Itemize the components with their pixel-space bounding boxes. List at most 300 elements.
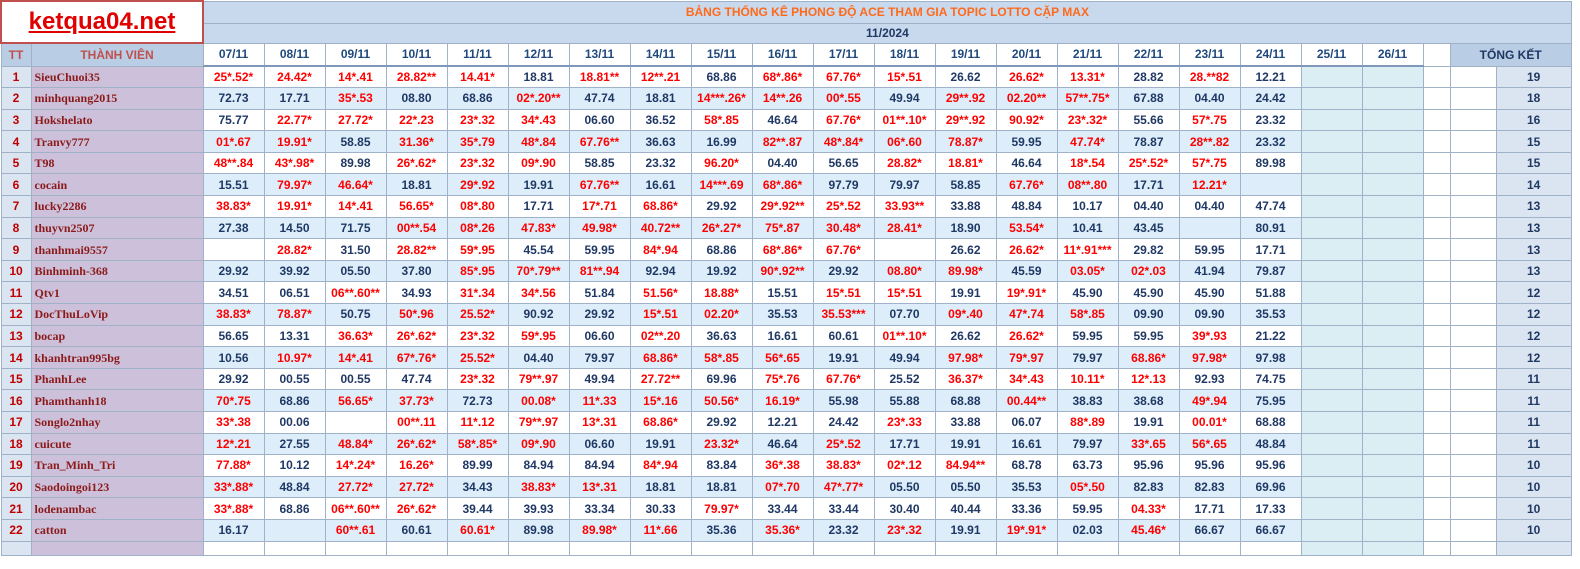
- total-score: 12: [1496, 304, 1571, 326]
- result-cell: 28.41*: [874, 217, 935, 239]
- result-cell: 34.93: [386, 282, 447, 304]
- row-spacer: [1450, 260, 1496, 282]
- result-cell: 84.94**: [935, 455, 996, 477]
- table-row: [1, 412, 1571, 434]
- result-cell: [1301, 217, 1362, 239]
- result-cell: 05.50: [935, 476, 996, 498]
- result-cell: 31.36*: [386, 131, 447, 153]
- empty-cell: [1, 541, 31, 555]
- member-name: minhquang2015: [31, 88, 203, 110]
- table-row: [1, 368, 1571, 390]
- table-row: [1, 88, 1571, 110]
- result-cell: 48.84: [264, 476, 325, 498]
- row-number: 11: [1, 282, 31, 304]
- result-cell: 51.84: [569, 282, 630, 304]
- row-spacer: [1450, 476, 1496, 498]
- result-cell: 33*.38: [203, 412, 264, 434]
- result-cell: 47.83*: [508, 217, 569, 239]
- result-cell: 50.75: [325, 304, 386, 326]
- result-cell: 88*.89: [1057, 412, 1118, 434]
- result-cell: 95.96: [1240, 455, 1301, 477]
- result-cell: 02.03: [1057, 519, 1118, 541]
- result-cell: 50.56*: [691, 390, 752, 412]
- table-row: [1, 390, 1571, 412]
- empty-cell: [630, 541, 691, 555]
- header-date: 11/11: [447, 43, 508, 66]
- result-cell: 00*.55: [813, 88, 874, 110]
- result-cell: [1301, 368, 1362, 390]
- result-cell: 56.65*: [386, 196, 447, 218]
- empty-cell: [325, 541, 386, 555]
- result-cell: 17*.71: [569, 196, 630, 218]
- result-cell: 19.91: [1118, 412, 1179, 434]
- header-date: 22/11: [1118, 43, 1179, 66]
- result-cell: 27.72*: [386, 476, 447, 498]
- result-cell: 79.97: [569, 347, 630, 369]
- header-date: 12/11: [508, 43, 569, 66]
- result-cell: 18.81: [386, 174, 447, 196]
- row-number: 15: [1, 368, 31, 390]
- result-cell: [1362, 433, 1423, 455]
- result-cell: 14.50: [264, 217, 325, 239]
- header-member: THÀNH VIÊN: [31, 43, 203, 66]
- result-cell: 29.92: [569, 304, 630, 326]
- result-cell: 68.86*: [630, 196, 691, 218]
- result-cell: 23*.32*: [1057, 109, 1118, 131]
- result-cell: 46.64*: [325, 174, 386, 196]
- table-row: [1, 196, 1571, 218]
- result-cell: 56.65: [813, 152, 874, 174]
- result-cell: 19*.91*: [996, 282, 1057, 304]
- header-date: 07/11: [203, 43, 264, 66]
- result-cell: 01**.10*: [874, 325, 935, 347]
- result-cell: 66.67: [1240, 519, 1301, 541]
- result-cell: 68.88: [935, 390, 996, 412]
- row-number: 19: [1, 455, 31, 477]
- result-cell: [1301, 66, 1362, 88]
- result-cell: 39.92: [264, 260, 325, 282]
- result-cell: 06.60: [569, 433, 630, 455]
- result-cell: 57*.75: [1179, 109, 1240, 131]
- table-row: [1, 260, 1571, 282]
- result-cell: [1362, 476, 1423, 498]
- table-row: [1, 109, 1571, 131]
- result-cell: 10.56: [203, 347, 264, 369]
- empty-cell: [1423, 541, 1450, 555]
- result-cell: 79.97*: [264, 174, 325, 196]
- result-cell: [1362, 174, 1423, 196]
- result-cell: 26.62*: [996, 66, 1057, 88]
- result-cell: 30.40: [874, 498, 935, 520]
- result-cell: 49.94: [569, 368, 630, 390]
- result-cell: 33*.88*: [203, 476, 264, 498]
- result-cell: 15*.16: [630, 390, 691, 412]
- result-cell: 04.40: [1179, 196, 1240, 218]
- result-cell: [1362, 152, 1423, 174]
- result-cell: 74.75: [1240, 368, 1301, 390]
- result-cell: 23.32: [630, 152, 691, 174]
- row-spacer: [1423, 476, 1450, 498]
- result-cell: 84*.94: [630, 455, 691, 477]
- result-cell: 85*.95: [447, 260, 508, 282]
- result-cell: 23*.32: [447, 325, 508, 347]
- result-cell: 69.96: [1240, 476, 1301, 498]
- result-cell: 68.88: [1240, 412, 1301, 434]
- row-spacer: [1450, 152, 1496, 174]
- result-cell: 10.97*: [264, 347, 325, 369]
- result-cell: 35.53: [1240, 304, 1301, 326]
- result-cell: 69.96: [691, 368, 752, 390]
- result-cell: 40.72**: [630, 217, 691, 239]
- result-cell: 00.55: [325, 368, 386, 390]
- result-cell: 46.64: [996, 152, 1057, 174]
- member-name: cocain: [31, 174, 203, 196]
- result-cell: 26*.62*: [386, 433, 447, 455]
- result-cell: 17.71: [264, 88, 325, 110]
- table-row: [1, 282, 1571, 304]
- member-name: Phamthanh18: [31, 390, 203, 412]
- result-cell: 38.83*: [508, 476, 569, 498]
- result-cell: 97.98*: [1179, 347, 1240, 369]
- result-cell: 05.50: [325, 260, 386, 282]
- result-cell: 26.62: [935, 66, 996, 88]
- result-cell: 46.64: [752, 433, 813, 455]
- result-cell: 66.67: [1179, 519, 1240, 541]
- result-cell: 11*.12: [447, 412, 508, 434]
- row-spacer: [1450, 412, 1496, 434]
- row-number: 17: [1, 412, 31, 434]
- result-cell: 16.61: [630, 174, 691, 196]
- row-number: 18: [1, 433, 31, 455]
- result-cell: 67.76**: [569, 174, 630, 196]
- result-cell: [1362, 390, 1423, 412]
- result-cell: [874, 239, 935, 261]
- result-cell: [1301, 282, 1362, 304]
- result-cell: 35.53: [996, 476, 1057, 498]
- member-name: Hokshelato: [31, 109, 203, 131]
- result-cell: 68.86: [447, 88, 508, 110]
- result-cell: 12.21*: [1179, 174, 1240, 196]
- result-cell: 33.93**: [874, 196, 935, 218]
- result-cell: 14**.26: [752, 88, 813, 110]
- result-cell: 24.42: [813, 412, 874, 434]
- result-cell: 79*.97: [996, 347, 1057, 369]
- result-cell: 31*.34: [447, 282, 508, 304]
- result-cell: 38.83*: [203, 304, 264, 326]
- row-spacer: [1423, 433, 1450, 455]
- result-cell: 14*.41: [325, 196, 386, 218]
- result-cell: 15.51: [752, 282, 813, 304]
- result-cell: 19.91*: [264, 196, 325, 218]
- result-cell: 33.34: [569, 498, 630, 520]
- total-score: 13: [1496, 217, 1571, 239]
- result-cell: 59.95: [1057, 498, 1118, 520]
- result-cell: 29*.92: [447, 174, 508, 196]
- result-cell: 34*.56: [508, 282, 569, 304]
- result-cell: 16.61: [752, 325, 813, 347]
- result-cell: 79.97: [874, 174, 935, 196]
- result-cell: 38.83*: [203, 196, 264, 218]
- result-cell: 60.61: [813, 325, 874, 347]
- result-cell: 47.74: [1240, 196, 1301, 218]
- result-cell: 02*.12: [874, 455, 935, 477]
- result-cell: 67.76*: [996, 174, 1057, 196]
- empty-cell: [1240, 541, 1301, 555]
- table-row-partial: [1, 541, 1571, 555]
- result-cell: 92.94: [630, 260, 691, 282]
- result-cell: 06.51: [264, 282, 325, 304]
- result-cell: 16.26*: [386, 455, 447, 477]
- result-cell: 82.83: [1179, 476, 1240, 498]
- result-cell: 79**.97: [508, 412, 569, 434]
- result-cell: 59.95: [996, 131, 1057, 153]
- result-cell: 10.41: [1057, 217, 1118, 239]
- result-cell: 08*.26: [447, 217, 508, 239]
- result-cell: 34.51: [203, 282, 264, 304]
- result-cell: 95.96: [1118, 455, 1179, 477]
- result-cell: 43.45: [1118, 217, 1179, 239]
- result-cell: 89.98*: [569, 519, 630, 541]
- row-spacer: [1450, 498, 1496, 520]
- result-cell: 67.76**: [569, 131, 630, 153]
- result-cell: 82**.87: [752, 131, 813, 153]
- result-cell: [1362, 347, 1423, 369]
- result-cell: 48*.84*: [813, 131, 874, 153]
- result-cell: 60.61*: [447, 519, 508, 541]
- result-cell: [1362, 131, 1423, 153]
- result-cell: 12.21: [752, 412, 813, 434]
- result-cell: 13*.31: [569, 412, 630, 434]
- result-cell: 26*.62*: [386, 498, 447, 520]
- result-cell: 55.98: [813, 390, 874, 412]
- result-cell: 19.91: [935, 519, 996, 541]
- result-cell: 75*.76: [752, 368, 813, 390]
- row-number: 6: [1, 174, 31, 196]
- row-spacer: [1423, 325, 1450, 347]
- result-cell: 25*.52: [813, 196, 874, 218]
- result-cell: 15*.51: [813, 282, 874, 304]
- table-row: [1, 325, 1571, 347]
- result-cell: 06.07: [996, 412, 1057, 434]
- result-cell: 24.42: [1240, 88, 1301, 110]
- result-cell: 28.82*: [874, 152, 935, 174]
- row-number: 2: [1, 88, 31, 110]
- result-cell: 00.06: [264, 412, 325, 434]
- header-date: 21/11: [1057, 43, 1118, 66]
- result-cell: 29.92: [691, 196, 752, 218]
- table-row: [1, 66, 1571, 88]
- result-cell: 27.72*: [325, 109, 386, 131]
- table-row: [1, 433, 1571, 455]
- result-cell: 58.85: [935, 174, 996, 196]
- result-cell: 49.98*: [569, 217, 630, 239]
- row-spacer: [1423, 88, 1450, 110]
- row-number: 14: [1, 347, 31, 369]
- row-spacer: [1450, 66, 1496, 88]
- row-spacer: [1450, 519, 1496, 541]
- row-spacer: [1450, 390, 1496, 412]
- result-cell: 68.86*: [630, 347, 691, 369]
- result-cell: 56.65*: [325, 390, 386, 412]
- result-cell: 45.90: [1118, 282, 1179, 304]
- result-cell: [1301, 498, 1362, 520]
- result-cell: 89.98: [325, 152, 386, 174]
- member-name: Binhminh-368: [31, 260, 203, 282]
- result-cell: 36.52: [630, 109, 691, 131]
- result-cell: 43*.98*: [264, 152, 325, 174]
- result-cell: 68*.86*: [752, 239, 813, 261]
- result-cell: 92.93: [1179, 368, 1240, 390]
- result-cell: 33.44: [752, 498, 813, 520]
- result-cell: 68*.86*: [752, 174, 813, 196]
- result-cell: 14***.69: [691, 174, 752, 196]
- result-cell: 39.93: [508, 498, 569, 520]
- result-cell: 15*.51: [630, 304, 691, 326]
- result-cell: 18.81: [691, 476, 752, 498]
- result-cell: 27.55: [264, 433, 325, 455]
- header-tt: TT: [1, 43, 31, 66]
- result-cell: 01*.67: [203, 131, 264, 153]
- member-name: Qtv1: [31, 282, 203, 304]
- result-cell: 35.53: [752, 304, 813, 326]
- result-cell: 35.53***: [813, 304, 874, 326]
- result-cell: [1301, 152, 1362, 174]
- result-cell: 48.84: [996, 196, 1057, 218]
- result-cell: 67.76*: [813, 368, 874, 390]
- row-spacer: [1423, 131, 1450, 153]
- result-cell: 17.71: [1179, 498, 1240, 520]
- result-cell: 39.44: [447, 498, 508, 520]
- result-cell: 18.81: [508, 66, 569, 88]
- result-cell: 11*.91***: [1057, 239, 1118, 261]
- result-cell: 04.40: [508, 347, 569, 369]
- member-name: lucky2286: [31, 196, 203, 218]
- result-cell: 47.74: [386, 368, 447, 390]
- result-cell: 18.81**: [569, 66, 630, 88]
- result-cell: 35.36*: [752, 519, 813, 541]
- result-cell: 08*.80: [447, 196, 508, 218]
- total-score: 14: [1496, 174, 1571, 196]
- result-cell: [1362, 498, 1423, 520]
- result-cell: [264, 519, 325, 541]
- result-cell: 36*.38: [752, 455, 813, 477]
- row-spacer: [1450, 174, 1496, 196]
- result-cell: 02*.03: [1118, 260, 1179, 282]
- result-cell: 68.86: [264, 498, 325, 520]
- result-cell: 70*.75: [203, 390, 264, 412]
- result-cell: 45.54: [508, 239, 569, 261]
- empty-cell: [1301, 541, 1362, 555]
- result-cell: 02*.20**: [508, 88, 569, 110]
- result-cell: 29**.92: [935, 88, 996, 110]
- result-cell: 67.76*: [813, 109, 874, 131]
- table-row: [1, 131, 1571, 153]
- row-spacer: [1450, 325, 1496, 347]
- result-cell: 22.77*: [264, 109, 325, 131]
- result-cell: 90*.92**: [752, 260, 813, 282]
- row-spacer: [1423, 304, 1450, 326]
- result-cell: 68.86: [691, 66, 752, 88]
- result-cell: 59.95: [569, 239, 630, 261]
- site-logo-text[interactable]: ketqua04.net: [28, 8, 176, 35]
- result-cell: 45.59: [996, 260, 1057, 282]
- empty-cell: [935, 541, 996, 555]
- header-spacer: [1423, 43, 1450, 66]
- row-spacer: [1423, 412, 1450, 434]
- total-score: 16: [1496, 109, 1571, 131]
- result-cell: 34.43: [447, 476, 508, 498]
- result-cell: 67.76*: [813, 239, 874, 261]
- result-cell: 75.77: [203, 109, 264, 131]
- result-cell: 68.86*: [1118, 347, 1179, 369]
- result-cell: 08.80: [386, 88, 447, 110]
- result-cell: 23*.32: [447, 109, 508, 131]
- result-cell: 38.83: [1057, 390, 1118, 412]
- header-date: 20/11: [996, 43, 1057, 66]
- result-cell: 15*.51: [874, 66, 935, 88]
- result-cell: 29.92: [691, 412, 752, 434]
- header-date: 14/11: [630, 43, 691, 66]
- result-cell: 18.81*: [935, 152, 996, 174]
- result-cell: 90.92: [508, 304, 569, 326]
- result-cell: 36.63*: [325, 325, 386, 347]
- result-cell: 71.75: [325, 217, 386, 239]
- header-date: 17/11: [813, 43, 874, 66]
- result-cell: 58*.85: [1057, 304, 1118, 326]
- result-cell: [1301, 390, 1362, 412]
- empty-cell: [1118, 541, 1179, 555]
- row-number: 13: [1, 325, 31, 347]
- result-cell: 72.73: [447, 390, 508, 412]
- header-date: 10/11: [386, 43, 447, 66]
- total-score: 10: [1496, 476, 1571, 498]
- member-name: cuicute: [31, 433, 203, 455]
- result-cell: 35*.79: [447, 131, 508, 153]
- row-spacer: [1423, 368, 1450, 390]
- result-cell: 58*.85: [691, 347, 752, 369]
- result-cell: 68.78: [996, 455, 1057, 477]
- result-cell: 17.71: [1118, 174, 1179, 196]
- site-logo[interactable]: [1, 1, 203, 43]
- result-cell: 14*.24*: [325, 455, 386, 477]
- result-cell: 17.33: [1240, 498, 1301, 520]
- result-cell: [1301, 433, 1362, 455]
- header-date: 09/11: [325, 43, 386, 66]
- result-cell: 19.91: [630, 433, 691, 455]
- member-name: Tran_Minh_Tri: [31, 455, 203, 477]
- result-cell: 13*.31: [569, 476, 630, 498]
- result-cell: 25*.52: [813, 433, 874, 455]
- result-cell: [1362, 66, 1423, 88]
- total-score: 13: [1496, 196, 1571, 218]
- result-cell: 33.88: [935, 196, 996, 218]
- result-cell: 28.82: [1118, 66, 1179, 88]
- month-title: 11/2024: [203, 23, 1571, 43]
- result-cell: 13.31: [264, 325, 325, 347]
- result-cell: 47*.74: [996, 304, 1057, 326]
- result-cell: [1362, 109, 1423, 131]
- row-number: 4: [1, 131, 31, 153]
- result-cell: 07.70: [874, 304, 935, 326]
- row-number: 22: [1, 519, 31, 541]
- row-number: 9: [1, 239, 31, 261]
- table-row: [1, 519, 1571, 541]
- result-cell: 35.36: [691, 519, 752, 541]
- row-number: 8: [1, 217, 31, 239]
- result-cell: 33.36: [996, 498, 1057, 520]
- result-cell: 16.17: [203, 519, 264, 541]
- row-spacer: [1423, 196, 1450, 218]
